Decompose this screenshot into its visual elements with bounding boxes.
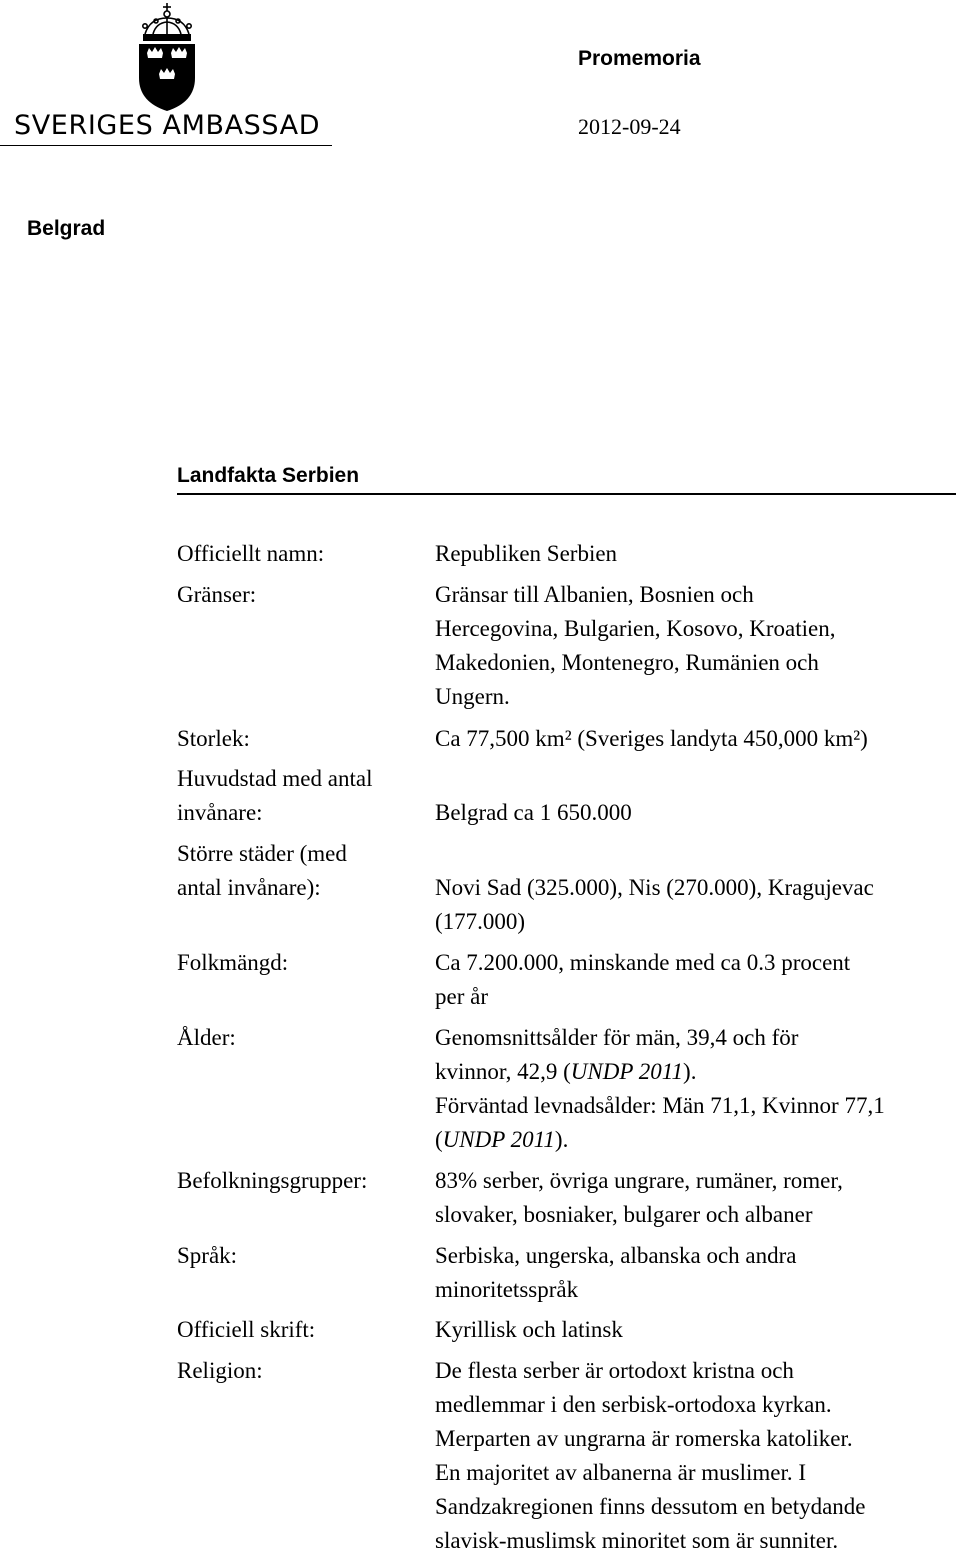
capital-label [177, 762, 372, 830]
population-line: Ca 7.200.000, minskande med ca 0.3 procent [435, 950, 851, 975]
age-source: UNDP 2011 [442, 1127, 555, 1152]
cities-line: Novi Sad (325.000), Nis (270.000), Kragujevac [435, 875, 874, 900]
borders-value [435, 578, 835, 714]
borders-label: Gränser: [177, 582, 257, 607]
language-label: Språk: [177, 1243, 238, 1268]
age-line [435, 1123, 885, 1157]
borders-line: Ungern. [435, 684, 510, 709]
embassy-logo [0, 0, 332, 148]
groups-line: 83% serber, övriga ungrare, rumäner, romer, [435, 1168, 843, 1193]
population-value [435, 946, 850, 1014]
population-label: Folkmängd: [177, 950, 289, 975]
logo-wordmark: SVERIGES AMBASSAD [14, 110, 321, 141]
script-value: Kyrillisk och latinsk [435, 1317, 623, 1342]
borders-line: Makedonien, Montenegro, Rumänien och [435, 650, 819, 675]
groups-label: Befolkningsgrupper: [177, 1168, 368, 1193]
cities-label-line: Större städer (med [177, 841, 347, 866]
swedish-coat-of-arms-icon [0, 0, 332, 112]
borders-line: Gränsar till Albanien, Bosnien och [435, 582, 754, 607]
age-line [435, 1055, 885, 1089]
capital-label-line: invånare: [177, 800, 263, 825]
language-value [435, 1239, 797, 1307]
section-title: Landfakta Serbien [177, 464, 360, 487]
size-label: Storlek: [177, 726, 250, 751]
official-name-label: Officiellt namn: [177, 541, 325, 566]
age-text: kvinnor, 42,9 ( [435, 1059, 571, 1084]
cities-line: (177.000) [435, 909, 526, 934]
religion-line: De flesta serber är ortodoxt kristna och [435, 1358, 794, 1383]
religion-line: Sandzakregionen finns dessutom en betydande [435, 1494, 866, 1519]
religion-line: En majoritet av albanerna är muslimer. I [435, 1460, 807, 1485]
logo-divider [0, 145, 332, 146]
religion-label: Religion: [177, 1358, 263, 1383]
religion-line: slavisk-muslimsk minoritet som är sunniter. [435, 1528, 839, 1553]
religion-line: medlemmar i den serbisk-ortodoxa kyrkan. [435, 1392, 832, 1417]
borders-line: Hercegovina, Bulgarien, Kosovo, Kroatien, [435, 616, 836, 641]
age-line: Genomsnittsålder för män, 39,4 och för [435, 1025, 799, 1050]
language-line: minoritetsspråk [435, 1277, 579, 1302]
capital-label-line: Huvudstad med antal [177, 766, 373, 791]
groups-line: slovaker, bosniaker, bulgarer och albaner [435, 1202, 813, 1227]
capital-value: Belgrad ca 1 650.000 [435, 800, 632, 825]
size-value: Ca 77,500 km² (Sveriges landyta 450,000 km²) [435, 726, 868, 751]
population-line: per år [435, 984, 488, 1009]
religion-value [435, 1354, 866, 1558]
official-name-value: Republiken Serbien [435, 541, 618, 566]
cities-label-line: antal invånare): [177, 875, 321, 900]
document-date: 2012-09-24 [578, 114, 681, 139]
document-type: Promemoria [578, 47, 701, 70]
cities-label [177, 837, 347, 905]
document-place: Belgrad [27, 217, 106, 240]
age-value [435, 1021, 885, 1157]
age-label: Ålder: [177, 1025, 236, 1050]
language-line: Serbiska, ungerska, albanska och andra [435, 1243, 797, 1268]
age-text: ). [683, 1059, 697, 1084]
age-text: ). [554, 1127, 569, 1152]
religion-line: Merparten av ungrarna är romerska katoliker. [435, 1426, 853, 1451]
cities-value [435, 871, 874, 939]
section-divider [177, 493, 956, 495]
age-text: ( [435, 1127, 443, 1152]
script-label: Officiell skrift: [177, 1317, 316, 1342]
groups-value [435, 1164, 843, 1232]
age-source: UNDP 2011 [570, 1059, 684, 1084]
age-line: Förväntad levnadsålder: Män 71,1, Kvinnor 77,1 [435, 1093, 885, 1118]
